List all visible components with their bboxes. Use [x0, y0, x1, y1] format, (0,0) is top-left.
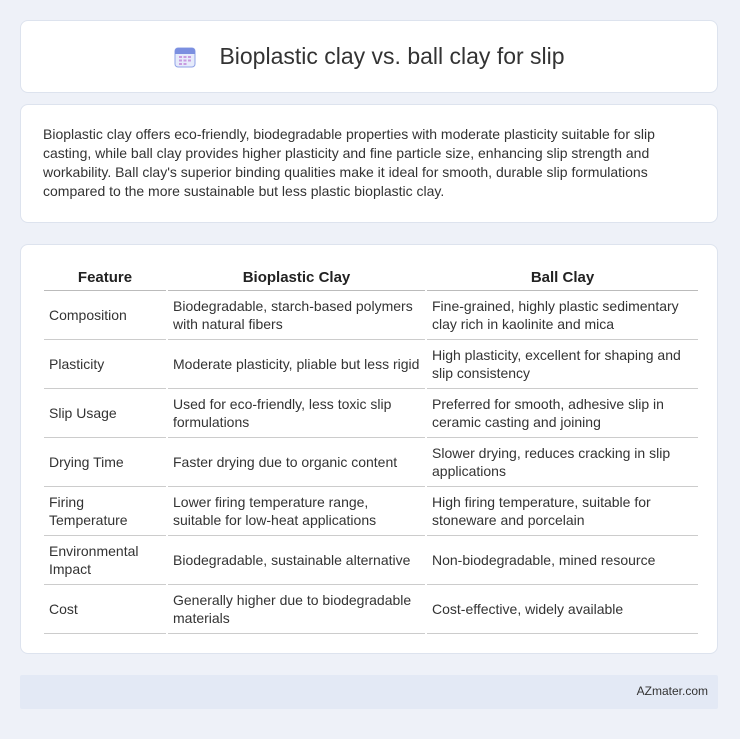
table-row	[44, 340, 698, 389]
feature-cell: Drying Time	[44, 438, 166, 487]
comparison-table-card	[20, 244, 718, 654]
ball-clay-cell: High plasticity, excellent for shaping and slip consistency	[427, 340, 698, 389]
table-row	[44, 487, 698, 536]
comparison-table	[42, 265, 700, 634]
table-row	[44, 536, 698, 585]
column-header-bioplastic-clay: Bioplastic Clay	[168, 265, 425, 291]
column-header-ball-clay: Ball Clay	[427, 265, 698, 291]
page-title: Bioplastic clay vs. ball clay for slip	[219, 43, 565, 69]
table-row	[44, 438, 698, 487]
ball-clay-cell: Slower drying, reduces cracking in slip applications	[427, 438, 698, 487]
feature-cell: Composition	[44, 291, 166, 340]
calendar-icon	[173, 45, 197, 69]
bioplastic-clay-cell: Biodegradable, starch-based polymers with natural fibers	[168, 291, 425, 340]
table-row	[44, 291, 698, 340]
intro-card	[20, 104, 718, 223]
table-header-row	[44, 265, 698, 291]
feature-cell: Slip Usage	[44, 389, 166, 438]
bioplastic-clay-cell: Used for eco-friendly, less toxic slip formulations	[168, 389, 425, 438]
ball-clay-cell: High firing temperature, suitable for stoneware and porcelain	[427, 487, 698, 536]
feature-cell: Firing Temperature	[44, 487, 166, 536]
bioplastic-clay-cell: Lower firing temperature range, suitable for low-heat applications	[168, 487, 425, 536]
bioplastic-clay-cell: Biodegradable, sustainable alternative	[168, 536, 425, 585]
column-header-feature: Feature	[44, 265, 166, 291]
ball-clay-cell: Preferred for smooth, adhesive slip in ceramic casting and joining	[427, 389, 698, 438]
feature-cell: Environmental Impact	[44, 536, 166, 585]
footer	[20, 675, 718, 709]
ball-clay-cell: Cost-effective, widely available	[427, 585, 698, 634]
ball-clay-cell: Fine-grained, highly plastic sedimentary clay rich in kaolinite and mica	[427, 291, 698, 340]
title-card	[20, 20, 718, 93]
bioplastic-clay-cell: Faster drying due to organic content	[168, 438, 425, 487]
feature-cell: Plasticity	[44, 340, 166, 389]
ball-clay-cell: Non-biodegradable, mined resource	[427, 536, 698, 585]
feature-cell: Cost	[44, 585, 166, 634]
table-row	[44, 389, 698, 438]
bioplastic-clay-cell: Generally higher due to biodegradable materials	[168, 585, 425, 634]
intro-text: Bioplastic clay offers eco-friendly, biodegradable properties with moderate plasticity suitable for slip casting, while ball clay provides higher plasticity and fine particle size, enhancing slip strength and workability. Ball clay's superior binding qualities make it ideal for smooth, durable slip formulations compared to the more sustainable but less plastic bioplastic clay.	[43, 126, 655, 199]
footer-brand: AZmater.com	[636, 684, 708, 698]
table-row	[44, 585, 698, 634]
bioplastic-clay-cell: Moderate plasticity, pliable but less rigid	[168, 340, 425, 389]
